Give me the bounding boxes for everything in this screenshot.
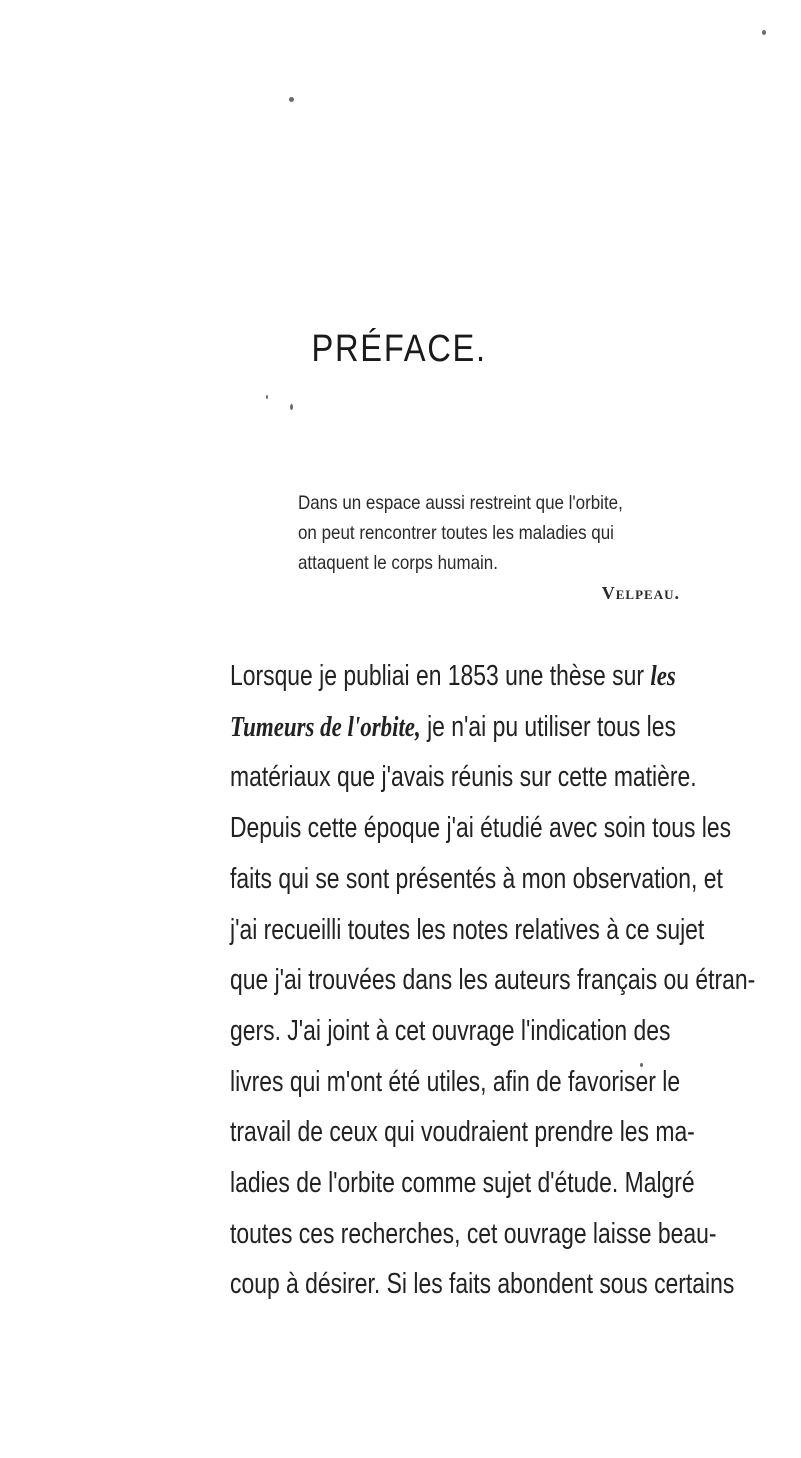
- speck: [762, 30, 766, 35]
- speck: [290, 404, 293, 410]
- text-line: [230, 702, 676, 753]
- text-line: coup à désirer. Si les faits abondent sous certains: [230, 1268, 735, 1301]
- text-segment: je n'ai pu utiliser tous les: [420, 710, 676, 743]
- text-line: gers. J'ai joint à cet ouvrage l'indication des: [230, 1014, 671, 1047]
- text-line: [230, 651, 676, 702]
- italic-text: les: [650, 660, 676, 692]
- text-line: Depuis cette époque j'ai étudié avec soin tous les: [230, 812, 732, 845]
- speck: [289, 97, 294, 102]
- text-segment: Lorsque je publiai en 1853 une thèse sur: [230, 660, 651, 692]
- text-line: matériaux que j'avais réunis sur cette matière.: [230, 761, 697, 794]
- page-title: PRÉFACE.: [311, 328, 487, 370]
- epigraph-line: Dans un espace aussi restreint que l'orbite,: [298, 492, 623, 514]
- epigraph-line: attaquent le corps humain.: [298, 552, 498, 574]
- text-line: ladies de l'orbite comme sujet d'étude. Malgré: [230, 1167, 695, 1200]
- speck: [266, 395, 268, 399]
- epigraph-line: on peut rencontrer toutes les maladies qui: [298, 522, 614, 544]
- text-line: toutes ces recherches, cet ouvrage laisse beau-: [230, 1217, 717, 1250]
- text-line: livres qui m'ont été utiles, afin de favoriser le: [230, 1065, 681, 1098]
- text-line: que j'ai trouvées dans les auteurs français ou étran-: [230, 964, 756, 997]
- epigraph: [298, 488, 690, 603]
- body-paragraph: [230, 651, 790, 1310]
- italic-text: Tumeurs de l'orbite,: [230, 710, 421, 743]
- text-line: faits qui se sont présentés à mon observation, et: [230, 862, 723, 895]
- text-line: j'ai recueilli toutes les notes relatives à ce sujet: [230, 913, 705, 946]
- epigraph-author: Velpeau.: [601, 583, 680, 603]
- text-line: travail de ceux qui voudraient prendre les ma-: [230, 1116, 695, 1149]
